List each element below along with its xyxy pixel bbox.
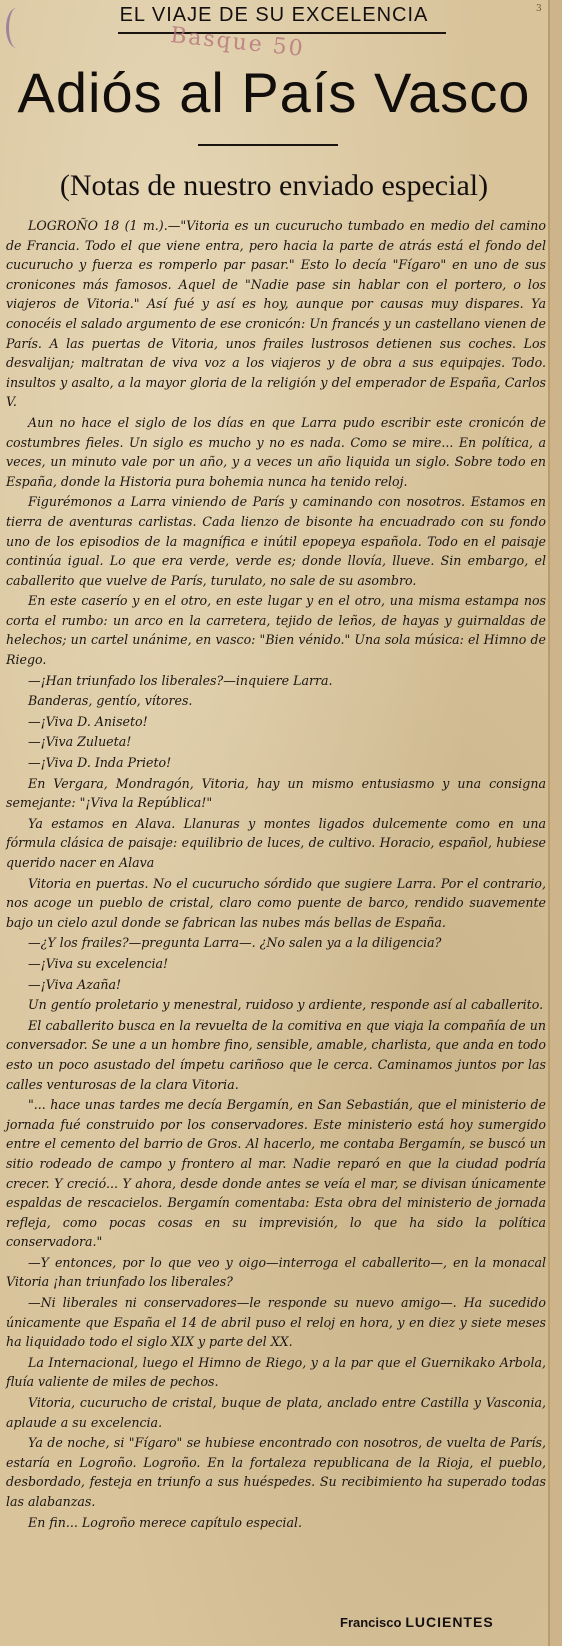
paragraph: En fin... Logroño merece capítulo especial. <box>28 1514 303 1530</box>
author-byline <box>340 1614 494 1630</box>
paragraph: —¡Viva Azaña! <box>28 976 122 992</box>
paragraph: —¡Viva D. Inda Prieto! <box>28 755 172 771</box>
page-number: 3 <box>536 4 542 14</box>
paragraph: Vitoria en puertas. No el cucurucho sórdido que sugiere Larra. Por el contrario, nos acoge un pueblo de cristal, claro como puente de barco, rendido suavemente bajo un cielo azul donde se fabrican las nubes más bellas de España. <box>6 875 546 930</box>
paragraph: —¡Viva D. Aniseto! <box>28 713 148 729</box>
paragraph: LOGROÑO 18 (1 m.).—"Vitoria es un cucurucho tumbado en medio del camino de Francia. Todo el que viene entra, pero hacia la parte de atrás está el fondo del cucurucho y fuerza es romperlo par pasar." Esto lo decía "Fígaro" en uno de sus cronicones más famosos. Aquel de "Nadie pase sin hablar con el portero, o los viajeros de Vitoria." Así fué y así es hoy, aunque por causas muy dispares. Ya conocéis el salado argumento de ese cronicón: Un francés y un castellano vienen de París. A las puertas de Vitoria, unos frailes lustrosos detienen sus coches. Los desvalijan; maltratan de viva voz a los viajeros y de obra a sus equipajes. Todo. insultos y asalto, a la mayor gloria de la religión y del emperador de España, Carlos V. <box>6 218 546 410</box>
paragraph: Aun no hace el siglo de los días en que Larra pudo escribir este cronicón de costumbres fieles. Un siglo es mucho y no es nada. Como se mire... En política, a veces, un minuto vale por un año, y a veces un año liquida un siglo. Sobre todo en España, donde la Historia pura bohemia nunca ha tenido reloj. <box>6 414 546 489</box>
paragraph: En este caserío y en el otro, en este lugar y en el otro, una misma estampa nos corta el rumbo: un arco en la carretera, tejido de leños, de hayas y guirnaldas de helechos; un cartel unánime, en vasco: "Bien vénido." Una sola música: el Himno de Riego. <box>6 593 546 668</box>
article-body <box>6 216 546 1533</box>
paragraph: Un gentío proletario y menestral, ruidoso y ardiente, responde así al caballerito. <box>28 997 544 1013</box>
author-first-name: Francisco <box>340 1615 402 1630</box>
paragraph: Banderas, gentío, vítores. <box>28 693 193 709</box>
headline-rule <box>198 144 338 146</box>
paragraph: —¿Y los frailes?—pregunta Larra—. ¿No salen ya a la diligencia? <box>28 935 442 951</box>
paragraph: Ya estamos en Alava. Llanuras y montes ligados dulcemente como en una fórmula clásica de paisaje: equilibrio de luces, de cultivo. Horacio, español, hubiese querido nacer en Alava <box>6 815 546 870</box>
paragraph: "... hace unas tardes me decía Bergamín, en San Sebastián, que el ministerio de jornada fué construido por los conservadores. Este ministerio está hoy sumergido entre el cemento del barrio de Gros. Al hacerlo, me contaba Bergamín, se buscó un sitio rodeado de campo y frontero al mar. Nadie reparó en que la ciudad podría crecer. Y creció... Y ahora, desde donde antes se veía el mar, se divisan únicamente espaldas de rescacielos. Bergamín comentaba: Esta obra del ministerio de jornada refleja, como pocas cosas en su imprevisión, lo que ha sido la política conservadora." <box>6 1097 546 1250</box>
paragraph: La Internacional, luego el Himno de Riego, y a la par que el Guernikako Arbola, fluía valiente de miles de pechos. <box>6 1354 546 1390</box>
paragraph: Vitoria, cucurucho de cristal, buque de plata, anclado entre Castilla y Vasconia, aplaude a su excelencia. <box>6 1395 546 1430</box>
paragraph: —¡Viva su excelencia! <box>28 955 169 971</box>
paragraph: Ya de noche, si "Fígaro" se hubiese encontrado con nosotros, de vuelta de París, estaría en Logroño. Logroño. En la fortaleza republicana de la Rioja, el pueblo, desbordado, festeja en triunfo a sus huéspedes. Su recibimiento ha superado todas las alabanzas. <box>6 1435 546 1509</box>
paragraph: —¡Viva Zulueta! <box>28 734 132 750</box>
paragraph: Figurémonos a Larra viniendo de París y caminando con nosotros. Estamos en tierra de aventuras carlistas. Cada lienzo de bisonte ha encuadrado con su fondo uno de los episodios de la magnífica e inútil epopeya española. Todo en el paisaje continúa igual. Lo que era verde, verde es; donde llovía, llueve. Sin embargo, el caballerito que vuelve de París, turulato, no sale de su asombro. <box>6 494 546 588</box>
paragraph: En Vergara, Mondragón, Vitoria, hay un mismo entusiasmo y una consigna semejante: "¡Viva la República!" <box>6 775 546 811</box>
paragraph: —¡Han triunfado los liberales?—inquiere Larra. <box>28 672 333 688</box>
headline: Adiós al País Vasco <box>17 61 531 124</box>
paragraph: —Y entonces, por lo que veo y oigo—interroga el caballerito—, en la monacal Vitoria ¡han triunfado los liberales? <box>6 1254 546 1290</box>
paragraph: El caballerito busca en la revuelta de la comitiva en que viaja la compañía de un conversador. Se une a un hombre fino, sensible, amable, charlista, que anda en todo esto un poco asustado del ímpetu cariñoso que le cerca. Caminamos juntos por las calles venturosas de la clara Vitoria. <box>6 1017 546 1092</box>
paragraph: —Ni liberales ni conservadores—le responde su nuevo amigo—. Ha sucedido únicamente que España el 14 de abril puso el reloj en hora, y en diez y siete meses ha liquidado todo el siglo XIX y parte del XX. <box>6 1295 546 1350</box>
author-last-name: LUCIENTES <box>405 1614 494 1630</box>
archive-stamp: Basque 50 <box>169 23 306 62</box>
section-label: EL VIAJE DE SU EXCELENCIA <box>119 4 429 26</box>
subtitle: (Notas de nuestro enviado especial) <box>59 169 489 202</box>
